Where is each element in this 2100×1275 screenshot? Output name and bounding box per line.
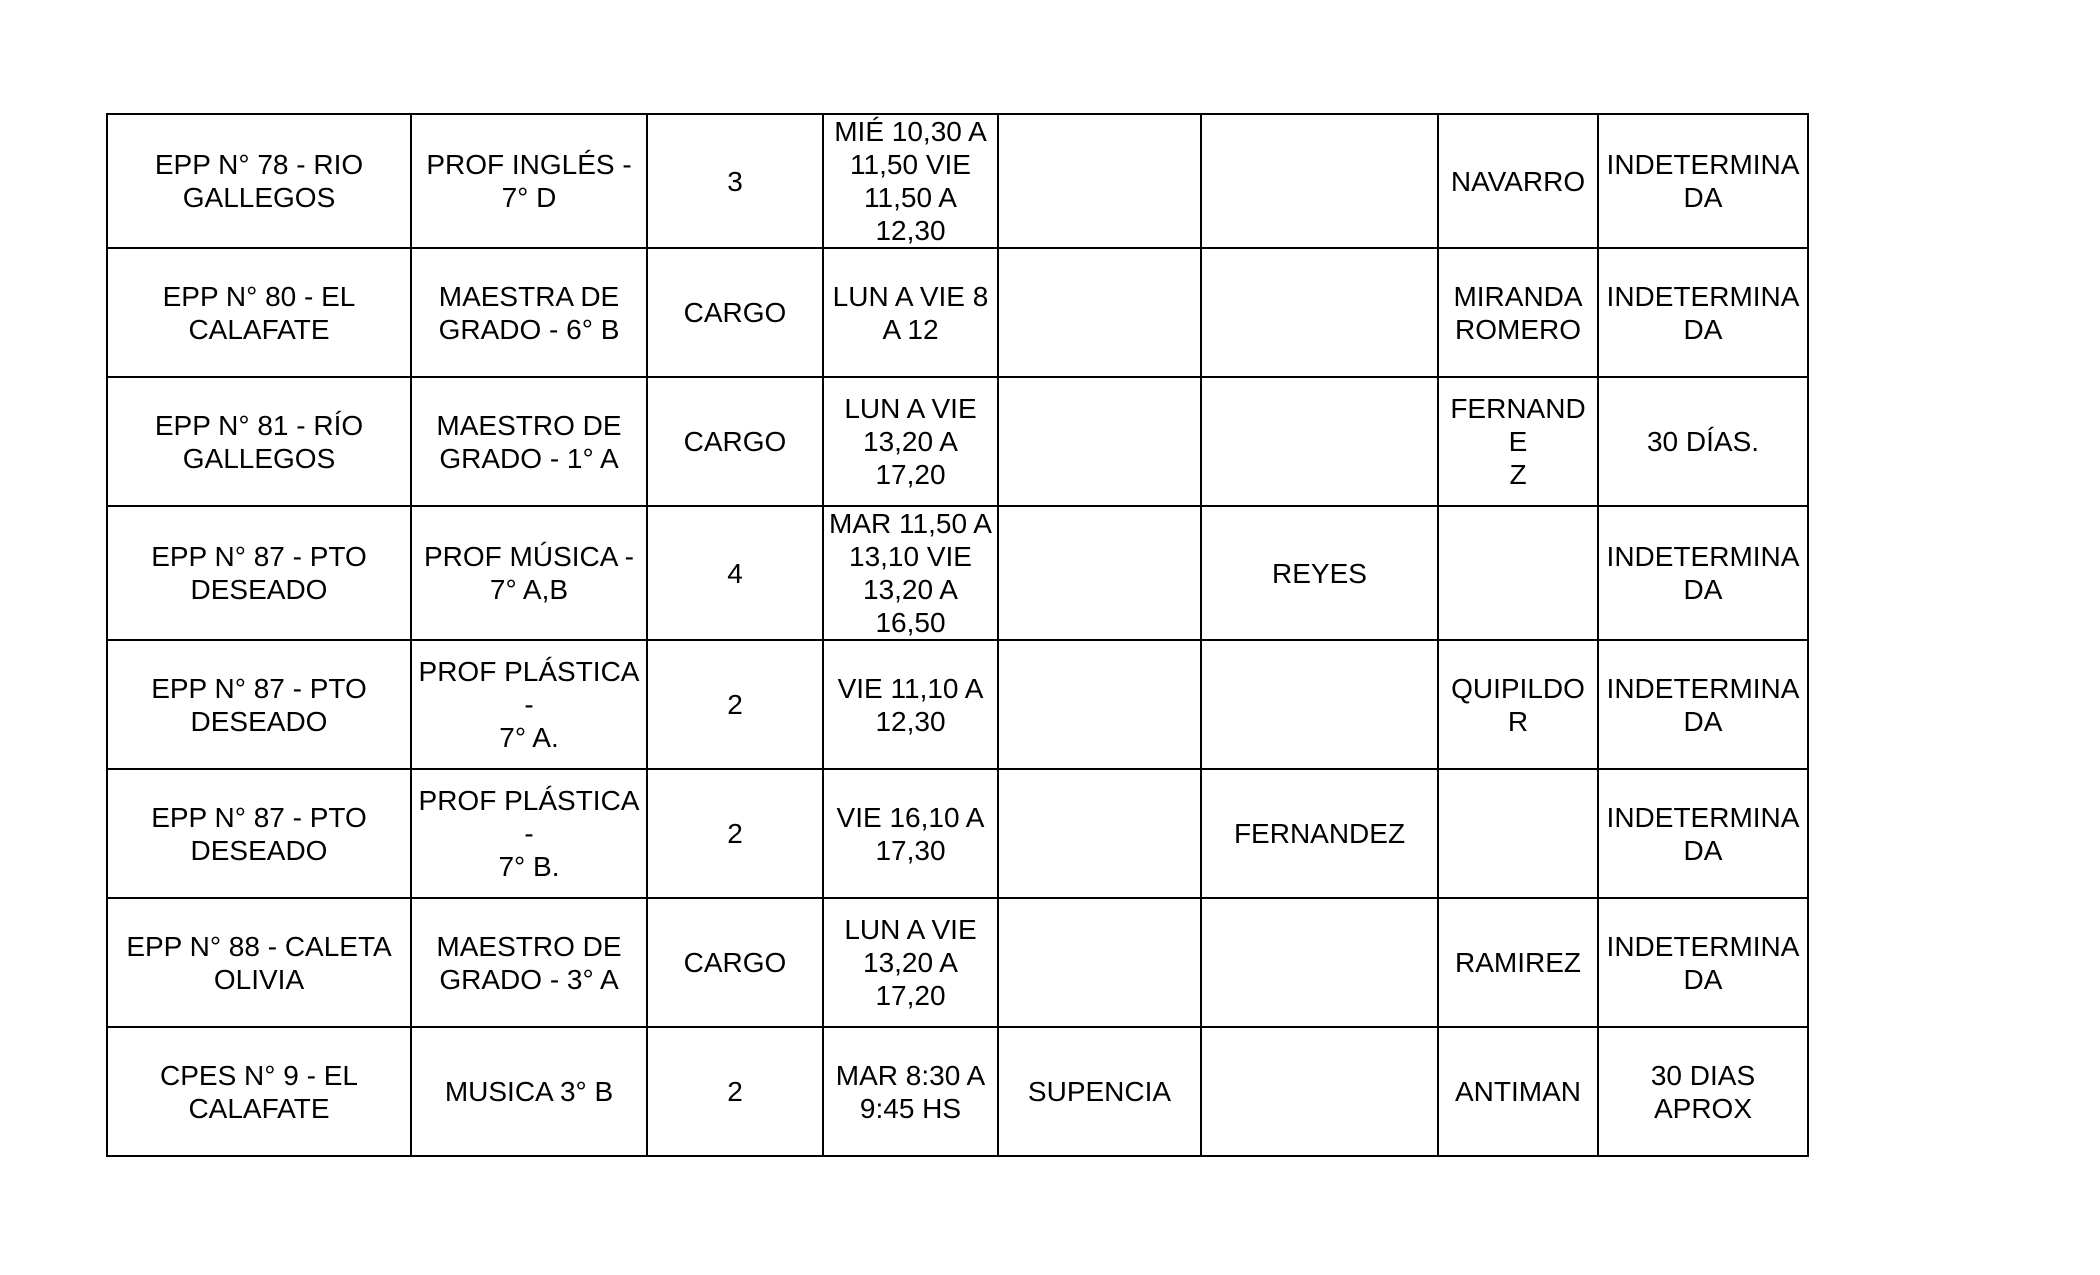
duration-cell: 30 DÍAS. — [1598, 377, 1808, 506]
hours-cell: CARGO — [647, 898, 823, 1027]
reason-cell — [998, 248, 1201, 377]
hours-cell: CARGO — [647, 248, 823, 377]
duration-cell: INDETERMINA DA — [1598, 506, 1808, 640]
name-cell — [1201, 377, 1438, 506]
name-cell — [1201, 1027, 1438, 1156]
name-cell: FERNANDEZ — [1201, 769, 1438, 898]
duration-cell: INDETERMINA DA — [1598, 898, 1808, 1027]
hours-cell: 4 — [647, 506, 823, 640]
table-row — [107, 506, 1808, 640]
reason-cell — [998, 377, 1201, 506]
table-row — [107, 769, 1808, 898]
position-cell: PROF PLÁSTICA - 7° A. — [411, 640, 647, 769]
name-cell: QUIPILDOR — [1438, 640, 1598, 769]
name-cell — [1438, 769, 1598, 898]
school-cell: CPES N° 9 - EL CALAFATE — [107, 1027, 411, 1156]
name-cell — [1201, 640, 1438, 769]
name-cell: RAMIREZ — [1438, 898, 1598, 1027]
schedule-cell: MAR 11,50 A 13,10 VIE 13,20 A 16,50 — [823, 506, 998, 640]
school-cell: EPP N° 87 - PTO DESEADO — [107, 506, 411, 640]
schedule-cell: LUN A VIE 13,20 A 17,20 — [823, 377, 998, 506]
reason-cell — [998, 506, 1201, 640]
duration-cell: INDETERMINA DA — [1598, 248, 1808, 377]
table-row — [107, 898, 1808, 1027]
reason-cell — [998, 769, 1201, 898]
name-cell: NAVARRO — [1438, 114, 1598, 248]
schedule-cell: MIÉ 10,30 A 11,50 VIE 11,50 A 12,30 — [823, 114, 998, 248]
name-cell — [1201, 898, 1438, 1027]
hours-cell: 2 — [647, 1027, 823, 1156]
position-cell: PROF INGLÉS - 7° D — [411, 114, 647, 248]
table-row — [107, 1027, 1808, 1156]
vacancy-table — [106, 113, 1809, 1157]
duration-cell: INDETERMINA DA — [1598, 769, 1808, 898]
reason-cell — [998, 898, 1201, 1027]
schedule-cell: MAR 8:30 A 9:45 HS — [823, 1027, 998, 1156]
duration-cell: INDETERMINA DA — [1598, 640, 1808, 769]
name-cell: FERNANDE Z — [1438, 377, 1598, 506]
schedule-cell: LUN A VIE 13,20 A 17,20 — [823, 898, 998, 1027]
duration-cell: 30 DIAS APROX — [1598, 1027, 1808, 1156]
hours-cell: 2 — [647, 640, 823, 769]
reason-cell — [998, 640, 1201, 769]
school-cell: EPP N° 87 - PTO DESEADO — [107, 640, 411, 769]
position-cell: PROF PLÁSTICA - 7° B. — [411, 769, 647, 898]
table-row — [107, 114, 1808, 248]
position-cell: MUSICA 3° B — [411, 1027, 647, 1156]
hours-cell: CARGO — [647, 377, 823, 506]
school-cell: EPP N° 81 - RÍO GALLEGOS — [107, 377, 411, 506]
school-cell: EPP N° 80 - EL CALAFATE — [107, 248, 411, 377]
name-cell: ANTIMAN — [1438, 1027, 1598, 1156]
schedule-cell: VIE 11,10 A 12,30 — [823, 640, 998, 769]
name-cell: MIRANDA ROMERO — [1438, 248, 1598, 377]
table-row — [107, 640, 1808, 769]
name-cell — [1201, 248, 1438, 377]
name-cell — [1201, 114, 1438, 248]
schedule-cell: LUN A VIE 8 A 12 — [823, 248, 998, 377]
schedule-cell: VIE 16,10 A 17,30 — [823, 769, 998, 898]
name-cell — [1438, 506, 1598, 640]
hours-cell: 2 — [647, 769, 823, 898]
hours-cell: 3 — [647, 114, 823, 248]
position-cell: PROF MÚSICA - 7° A,B — [411, 506, 647, 640]
school-cell: EPP N° 78 - RIO GALLEGOS — [107, 114, 411, 248]
position-cell: MAESTRO DE GRADO - 1° A — [411, 377, 647, 506]
reason-cell: SUPENCIA — [998, 1027, 1201, 1156]
table-row — [107, 248, 1808, 377]
name-cell: REYES — [1201, 506, 1438, 640]
position-cell: MAESTRA DE GRADO - 6° B — [411, 248, 647, 377]
school-cell: EPP N° 87 - PTO DESEADO — [107, 769, 411, 898]
duration-cell: INDETERMINA DA — [1598, 114, 1808, 248]
position-cell: MAESTRO DE GRADO - 3° A — [411, 898, 647, 1027]
school-cell: EPP N° 88 - CALETA OLIVIA — [107, 898, 411, 1027]
reason-cell — [998, 114, 1201, 248]
table-row — [107, 377, 1808, 506]
